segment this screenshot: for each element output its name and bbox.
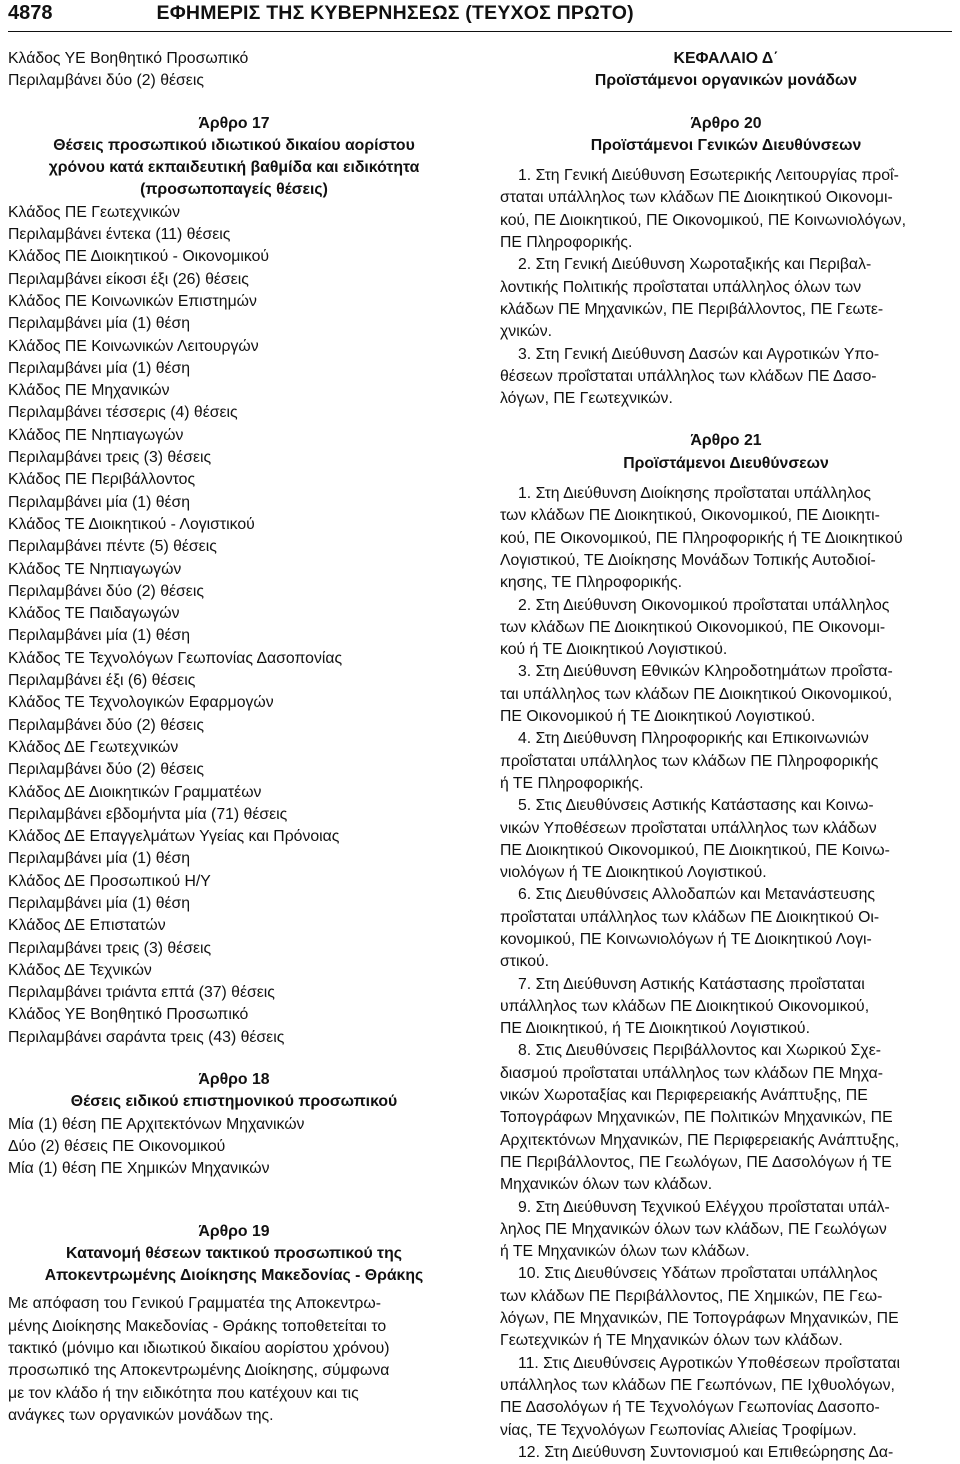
position-line: Περιλαμβάνει τρεις (3) θέσεις bbox=[8, 939, 212, 957]
paragraph-line: ΠΕ Πληροφορικής. bbox=[500, 234, 633, 252]
article-18-list bbox=[8, 1114, 460, 1181]
paragraph-line: λοντικής Πολιτικής προΐσταται υπάλληλος όλων των bbox=[500, 278, 862, 296]
left-column bbox=[8, 48, 460, 1464]
position-line: Κλάδος ΠΕ Γεωτεχνικών bbox=[8, 203, 181, 221]
paragraph-line: νικών Χωροταξίας και Περιφερειακής Ανάπτυξης, ΠΕ bbox=[500, 1087, 868, 1105]
position-line: Κλάδος ΠΕ Νηπιαγωγών bbox=[8, 426, 184, 444]
intro-line: Περιλαμβάνει δύο (2) θέσεις bbox=[8, 72, 204, 90]
position-line: Κλάδος ΔΕ Επαγγελμάτων Υγείας και Πρόνοιας bbox=[8, 828, 340, 846]
position-line: Κλάδος ΔΕ Γεωτεχνικών bbox=[8, 738, 179, 756]
paragraph-line: κλάδων ΠΕ Μηχανικών, ΠΕ Περιβάλλοντος, ΠΕ Γεωτε- bbox=[500, 300, 884, 318]
paragraph-line: των κλάδων ΠΕ Διοικητικού Οικονομικού, ΠΕ Οικονομι- bbox=[500, 618, 886, 636]
position-line: Μία (1) θέση ΠΕ Αρχιτεκτόνων Μηχανικών bbox=[8, 1115, 305, 1133]
position-line: Μία (1) θέση ΠΕ Χημικών Μηχανικών bbox=[8, 1160, 270, 1178]
position-line: Κλάδος ΤΕ Τεχνολόγων Γεωπονίας Δασοπονίας bbox=[8, 649, 343, 667]
position-line: Κλάδος ΤΕ Παιδαγωγών bbox=[8, 605, 180, 623]
paragraph bbox=[500, 165, 952, 254]
position-line: Περιλαμβάνει έντεκα (11) θέσεις bbox=[8, 226, 231, 244]
paragraph-line: διασμού προΐσταται υπάλληλος των κλάδων ΠΕ Μηχα- bbox=[500, 1064, 883, 1082]
position-line: Περιλαμβάνει τρεις (3) θέσεις bbox=[8, 449, 212, 467]
paragraph-line: θέσεων προΐσταται υπάλληλος των κλάδων ΠΕ Δασο- bbox=[500, 367, 877, 385]
position-line: Κλάδος ΔΕ Διοικητικών Γραμματέων bbox=[8, 783, 262, 801]
paragraph-line: κού ή ΤΕ Διοικητικού Λογιστικού. bbox=[500, 641, 728, 659]
paragraph-line: 12. Στη Διεύθυνση Συντονισμού και Επιθεώρησης Δα- bbox=[518, 1443, 894, 1461]
paragraph-line: Γεωτεχνικών ή ΤΕ Μηχανικών όλων των κλάδων. bbox=[500, 1332, 843, 1350]
position-line: Περιλαμβάνει δύο (2) θέσεις bbox=[8, 716, 204, 734]
paragraph-line: κησης, ΤΕ Πληροφορικής. bbox=[500, 574, 682, 592]
paragraph-line: Μηχανικών όλων των κλάδων. bbox=[500, 1176, 713, 1194]
paragraph-line: χνικών. bbox=[500, 323, 553, 341]
position-line: Περιλαμβάνει τέσσερις (4) θέσεις bbox=[8, 404, 238, 422]
paragraph-line: 10. Στις Διευθύνσεις Υδάτων προΐσταται υπάλληλος bbox=[518, 1265, 878, 1283]
position-line: Κλάδος ΠΕ Κοινωνικών Λειτουργών bbox=[8, 337, 259, 355]
paragraph bbox=[500, 344, 952, 411]
paragraph-line: 11. Στις Διευθύνσεις Αγροτικών Υποθέσεων προΐσταται bbox=[518, 1354, 901, 1372]
position-line: Περιλαμβάνει τριάντα επτά (37) θέσεις bbox=[8, 984, 275, 1002]
article-17-title-line: (προσωποπαγείς θέσεις) bbox=[140, 181, 328, 199]
paragraph-line: Αρχιτεκτόνων Μηχανικών, ΠΕ Περιφερειακής Ανάπτυξης, bbox=[500, 1131, 900, 1149]
position-line: Κλάδος ΠΕ Διοικητικού - Οικονομικού bbox=[8, 248, 270, 266]
article-19-body-line: ανάγκες των οργανικών μονάδων της. bbox=[8, 1406, 274, 1424]
paragraph-line: 9. Στη Διεύθυνση Τεχνικού Ελέγχου προΐσταται υπάλ- bbox=[518, 1198, 890, 1216]
position-line: Περιλαμβάνει μία (1) θέση bbox=[8, 493, 191, 511]
position-line: Περιλαμβάνει δύο (2) θέσεις bbox=[8, 582, 204, 600]
position-line: Κλάδος ΠΕ Κοινωνικών Επιστημών bbox=[8, 292, 257, 310]
position-line: Περιλαμβάνει εβδομήντα μία (71) θέσεις bbox=[8, 805, 288, 823]
paragraph-line: νιολόγων ή ΤΕ Διοικητικού Λογιστικού. bbox=[500, 864, 767, 882]
position-line: Κλάδος ΔΕ Επιστατών bbox=[8, 917, 166, 935]
page-header bbox=[8, 0, 952, 32]
article-19-number: Άρθρο 19 bbox=[198, 1222, 270, 1240]
paragraph-line: προΐσταται υπάλληλος των κλάδων ΠΕ Πληροφορικής bbox=[500, 752, 879, 770]
position-line: Περιλαμβάνει μία (1) θέση bbox=[8, 894, 191, 912]
position-line: Περιλαμβάνει σαράντα τρεις (43) θέσεις bbox=[8, 1028, 285, 1046]
paragraph bbox=[500, 595, 952, 662]
paragraph-line: κού, ΠΕ Οικονομικού, ΠΕ Πληροφορικής ή ΤΕ Διοικητικού bbox=[500, 529, 903, 547]
paragraph-line: Τοπογράφων Μηχανικών, ΠΕ Πολιτικών Μηχανικών, ΠΕ bbox=[500, 1109, 893, 1127]
article-19-body-line: μένης Διοίκησης Μακεδονίας - Θράκης τοποθετείται το bbox=[8, 1317, 387, 1335]
article-19-body bbox=[8, 1293, 460, 1427]
paragraph bbox=[500, 1040, 952, 1196]
article-19-body-line: τακτικό (μόνιμο και ιδιωτικού δικαίου αορίστου χρόνου) bbox=[8, 1340, 390, 1358]
paragraph-line: κού, ΠΕ Διοικητικού, ΠΕ Οικονομικού, ΠΕ Κοινωνιολόγων, bbox=[500, 211, 906, 229]
paragraph-line: ται υπάλληλος των κλάδων ΠΕ Διοικητικού Οικονομικού, bbox=[500, 685, 893, 703]
article-21-body bbox=[500, 483, 952, 1464]
intro-lines bbox=[8, 48, 460, 93]
paragraph bbox=[500, 795, 952, 884]
paragraph bbox=[500, 728, 952, 795]
position-line: Κλάδος ΠΕ Περιβάλλοντος bbox=[8, 471, 196, 489]
paragraph-line: 8. Στις Διευθύνσεις Περιβάλλοντος και Χωρικού Σχε- bbox=[518, 1042, 882, 1060]
article-17-title bbox=[8, 135, 460, 202]
columns bbox=[8, 48, 952, 1464]
chapter-number: ΚΕΦΑΛΑΙΟ Δ΄ bbox=[673, 50, 779, 67]
paragraph-line: 2. Στη Διεύθυνση Οικονομικού προΐσταται υπάλληλος bbox=[518, 596, 890, 614]
position-line: Περιλαμβάνει μία (1) θέση bbox=[8, 315, 191, 333]
paragraph-line: 4. Στη Διεύθυνση Πληροφορικής και Επικοινωνιών bbox=[518, 730, 869, 748]
paragraph-line: ΠΕ Διοικητικού Οικονομικού, ΠΕ Διοικητικού, ΠΕ Κοινω- bbox=[500, 841, 890, 859]
article-21-number: Άρθρο 21 bbox=[690, 432, 762, 450]
paragraph-line: 2. Στη Γενική Διεύθυνση Χωροταξικής και Περιβαλ- bbox=[518, 256, 872, 274]
position-line: Κλάδος ΤΕ Διοικητικού - Λογιστικού bbox=[8, 515, 255, 533]
article-17-title-line: χρόνου κατά εκπαιδευτική βαθμίδα και ειδικότητα bbox=[48, 159, 420, 177]
position-line: Κλάδος ΔΕ Προσωπικού Η/Υ bbox=[8, 872, 211, 890]
paragraph-line: ή ΤΕ Πληροφορικής. bbox=[500, 774, 644, 792]
paragraph-line: σταται υπάλληλος των κλάδων ΠΕ Διοικητικού Οικονομι- bbox=[500, 189, 893, 207]
article-20-body bbox=[500, 165, 952, 410]
position-line: Κλάδος ΤΕ Νηπιαγωγών bbox=[8, 560, 182, 578]
position-line: Κλάδος ΤΕ Τεχνολογικών Εφαρμογών bbox=[8, 694, 274, 712]
position-line: Περιλαμβάνει έξι (6) θέσεις bbox=[8, 672, 196, 690]
paragraph-line: υπάλληλος των κλάδων ΠΕ Γεωπόνων, ΠΕ Ιχθυολόγων, bbox=[500, 1376, 895, 1394]
paragraph-line: 6. Στις Διευθύνσεις Αλλοδαπών και Μετανάστευσης bbox=[518, 886, 875, 904]
paragraph bbox=[500, 661, 952, 728]
paragraph bbox=[500, 974, 952, 1041]
article-19-body-line: Με απόφαση του Γενικού Γραμματέα της Αποκεντρω- bbox=[8, 1295, 381, 1313]
article-18-title: Θέσεις ειδικού επιστημονικού προσωπικού bbox=[70, 1093, 398, 1111]
position-line: Περιλαμβάνει δύο (2) θέσεις bbox=[8, 761, 204, 779]
paragraph-line: των κλάδων ΠΕ Περιβάλλοντος, ΠΕ Χημικών, ΠΕ Γεω- bbox=[500, 1287, 883, 1305]
article-17-list bbox=[8, 202, 460, 1049]
paragraph-line: ληλος ΠΕ Μηχανικών όλων των κλάδων, ΠΕ Γεωλόγων bbox=[500, 1220, 887, 1238]
chapter-title: Προϊστάμενοι οργανικών μονάδων bbox=[594, 72, 858, 90]
article-17-title-line: Θέσεις προσωπικού ιδιωτικού δικαίου αορίστου bbox=[53, 136, 415, 154]
article-21-title: Προϊστάμενοι Διευθύνσεων bbox=[623, 454, 829, 472]
paragraph-line: λόγων, ΠΕ Μηχανικών, ΠΕ Τοπογράφων Μηχανικών, ΠΕ bbox=[500, 1310, 899, 1328]
article-17-number: Άρθρο 17 bbox=[198, 114, 270, 132]
paragraph-line: ΠΕ Περιβάλλοντος, ΠΕ Γεωλόγων, ΠΕ Δασολόγων ή ΤΕ bbox=[500, 1153, 892, 1171]
right-column bbox=[500, 48, 952, 1464]
paragraph-line: ΠΕ Διοικητικού, ή ΤΕ Διοικητικού Λογιστικού. bbox=[500, 1020, 810, 1038]
paragraph-line: ΠΕ Οικονομικού ή ΤΕ Διοικητικού Λογιστικού. bbox=[500, 708, 816, 726]
paragraph-line: νικών Υποθέσεων προΐσταται υπάλληλος των κλάδων bbox=[500, 819, 877, 837]
paragraph-line: των κλάδων ΠΕ Διοικητικού, Οικονομικού, ΠΕ Διοικητι- bbox=[500, 507, 880, 525]
position-line: Περιλαμβάνει μία (1) θέση bbox=[8, 627, 191, 645]
intro-line: Κλάδος ΥΕ Βοηθητικό Προσωπικό bbox=[8, 50, 249, 67]
paragraph bbox=[500, 483, 952, 594]
article-19-body-line: προσωπικό της Αποκεντρωμένης Διοίκησης, σύμφωνα bbox=[8, 1362, 390, 1380]
paragraph-line: 5. Στις Διευθύνσεις Αστικής Κατάστασης και Κοινω- bbox=[518, 797, 874, 815]
paragraph bbox=[500, 254, 952, 343]
article-20-title: Προϊστάμενοι Γενικών Διευθύνσεων bbox=[590, 136, 862, 154]
paragraph bbox=[500, 1353, 952, 1442]
article-19-body-line: με τον κλάδο ή την ειδικότητα που κατέχουν και τις bbox=[8, 1384, 359, 1402]
article-20-number: Άρθρο 20 bbox=[690, 114, 762, 132]
paragraph-line: κονομικού, ΠΕ Κοινωνιολόγων ή ΤΕ Διοικητικού Λογι- bbox=[500, 930, 872, 948]
paragraph-line: 3. Στη Γενική Διεύθυνση Δασών και Αγροτικών Υπο- bbox=[518, 345, 880, 363]
article-19-title-line: Αποκεντρωμένης Διοίκησης Μακεδονίας - Θράκης bbox=[44, 1267, 424, 1285]
paragraph bbox=[500, 884, 952, 973]
paragraph bbox=[500, 1197, 952, 1264]
paragraph-line: προΐσταται υπάλληλος των κλάδων ΠΕ Διοικητικού Οι- bbox=[500, 908, 880, 926]
article-18-number: Άρθρο 18 bbox=[198, 1071, 270, 1089]
paragraph-line: 3. Στη Διεύθυνση Εθνικών Κληροδοτημάτων προΐστα- bbox=[518, 663, 893, 681]
article-19-title bbox=[8, 1243, 460, 1288]
paragraph-line: νίας, ΤΕ Τεχνολόγων Γεωπονίας Αλιείας Τροφίμων. bbox=[500, 1421, 857, 1439]
position-line: Περιλαμβάνει μία (1) θέση bbox=[8, 359, 191, 377]
paragraph-line: ή ΤΕ Μηχανικών όλων των κλάδων. bbox=[500, 1243, 750, 1261]
position-line: Περιλαμβάνει μία (1) θέση bbox=[8, 850, 191, 868]
position-line: Περιλαμβάνει είκοσι έξι (26) θέσεις bbox=[8, 270, 249, 288]
position-line: Κλάδος ΠΕ Μηχανικών bbox=[8, 382, 170, 400]
article-19-title-line: Κατανομή θέσεων τακτικού προσωπικού της bbox=[66, 1244, 402, 1262]
paragraph-line: Λογιστικού, ΤΕ Διοίκησης Μονάδων Τοπικής Αυτοδιοί- bbox=[500, 551, 876, 569]
paragraph-line: λόγων, ΠΕ Γεωτεχνικών. bbox=[500, 390, 673, 408]
paragraph bbox=[500, 1442, 952, 1464]
paragraph-line: ΠΕ Δασολόγων ή ΤΕ Τεχνολόγων Γεωπονίας Δασοπο- bbox=[500, 1399, 880, 1417]
position-line: Δύο (2) θέσεις ΠΕ Οικονομικού bbox=[8, 1137, 226, 1155]
paragraph-line: στικού. bbox=[500, 953, 550, 971]
position-line: Κλάδος ΥΕ Βοηθητικό Προσωπικό bbox=[8, 1006, 249, 1024]
gazette-title: ΕΦΗΜΕΡΙΣ ΤΗΣ ΚΥΒΕΡΝΗΣΕΩΣ (ΤΕΥΧΟΣ ΠΡΩΤΟ) bbox=[156, 2, 634, 24]
page-number: 4878 bbox=[8, 2, 53, 24]
position-line: Περιλαμβάνει πέντε (5) θέσεις bbox=[8, 538, 217, 556]
paragraph-line: 1. Στη Γενική Διεύθυνση Εσωτερικής Λειτουργίας προΐ- bbox=[518, 167, 899, 185]
paragraph bbox=[500, 1263, 952, 1352]
paragraph-line: 1. Στη Διεύθυνση Διοίκησης προΐσταται υπάλληλος bbox=[518, 485, 872, 503]
paragraph-line: υπάλληλος των κλάδων ΠΕ Διοικητικού Οικονομικού, bbox=[500, 997, 870, 1015]
position-line: Κλάδος ΔΕ Τεχνικών bbox=[8, 961, 152, 979]
paragraph-line: 7. Στη Διεύθυνση Αστικής Κατάστασης προΐσταται bbox=[518, 975, 865, 993]
